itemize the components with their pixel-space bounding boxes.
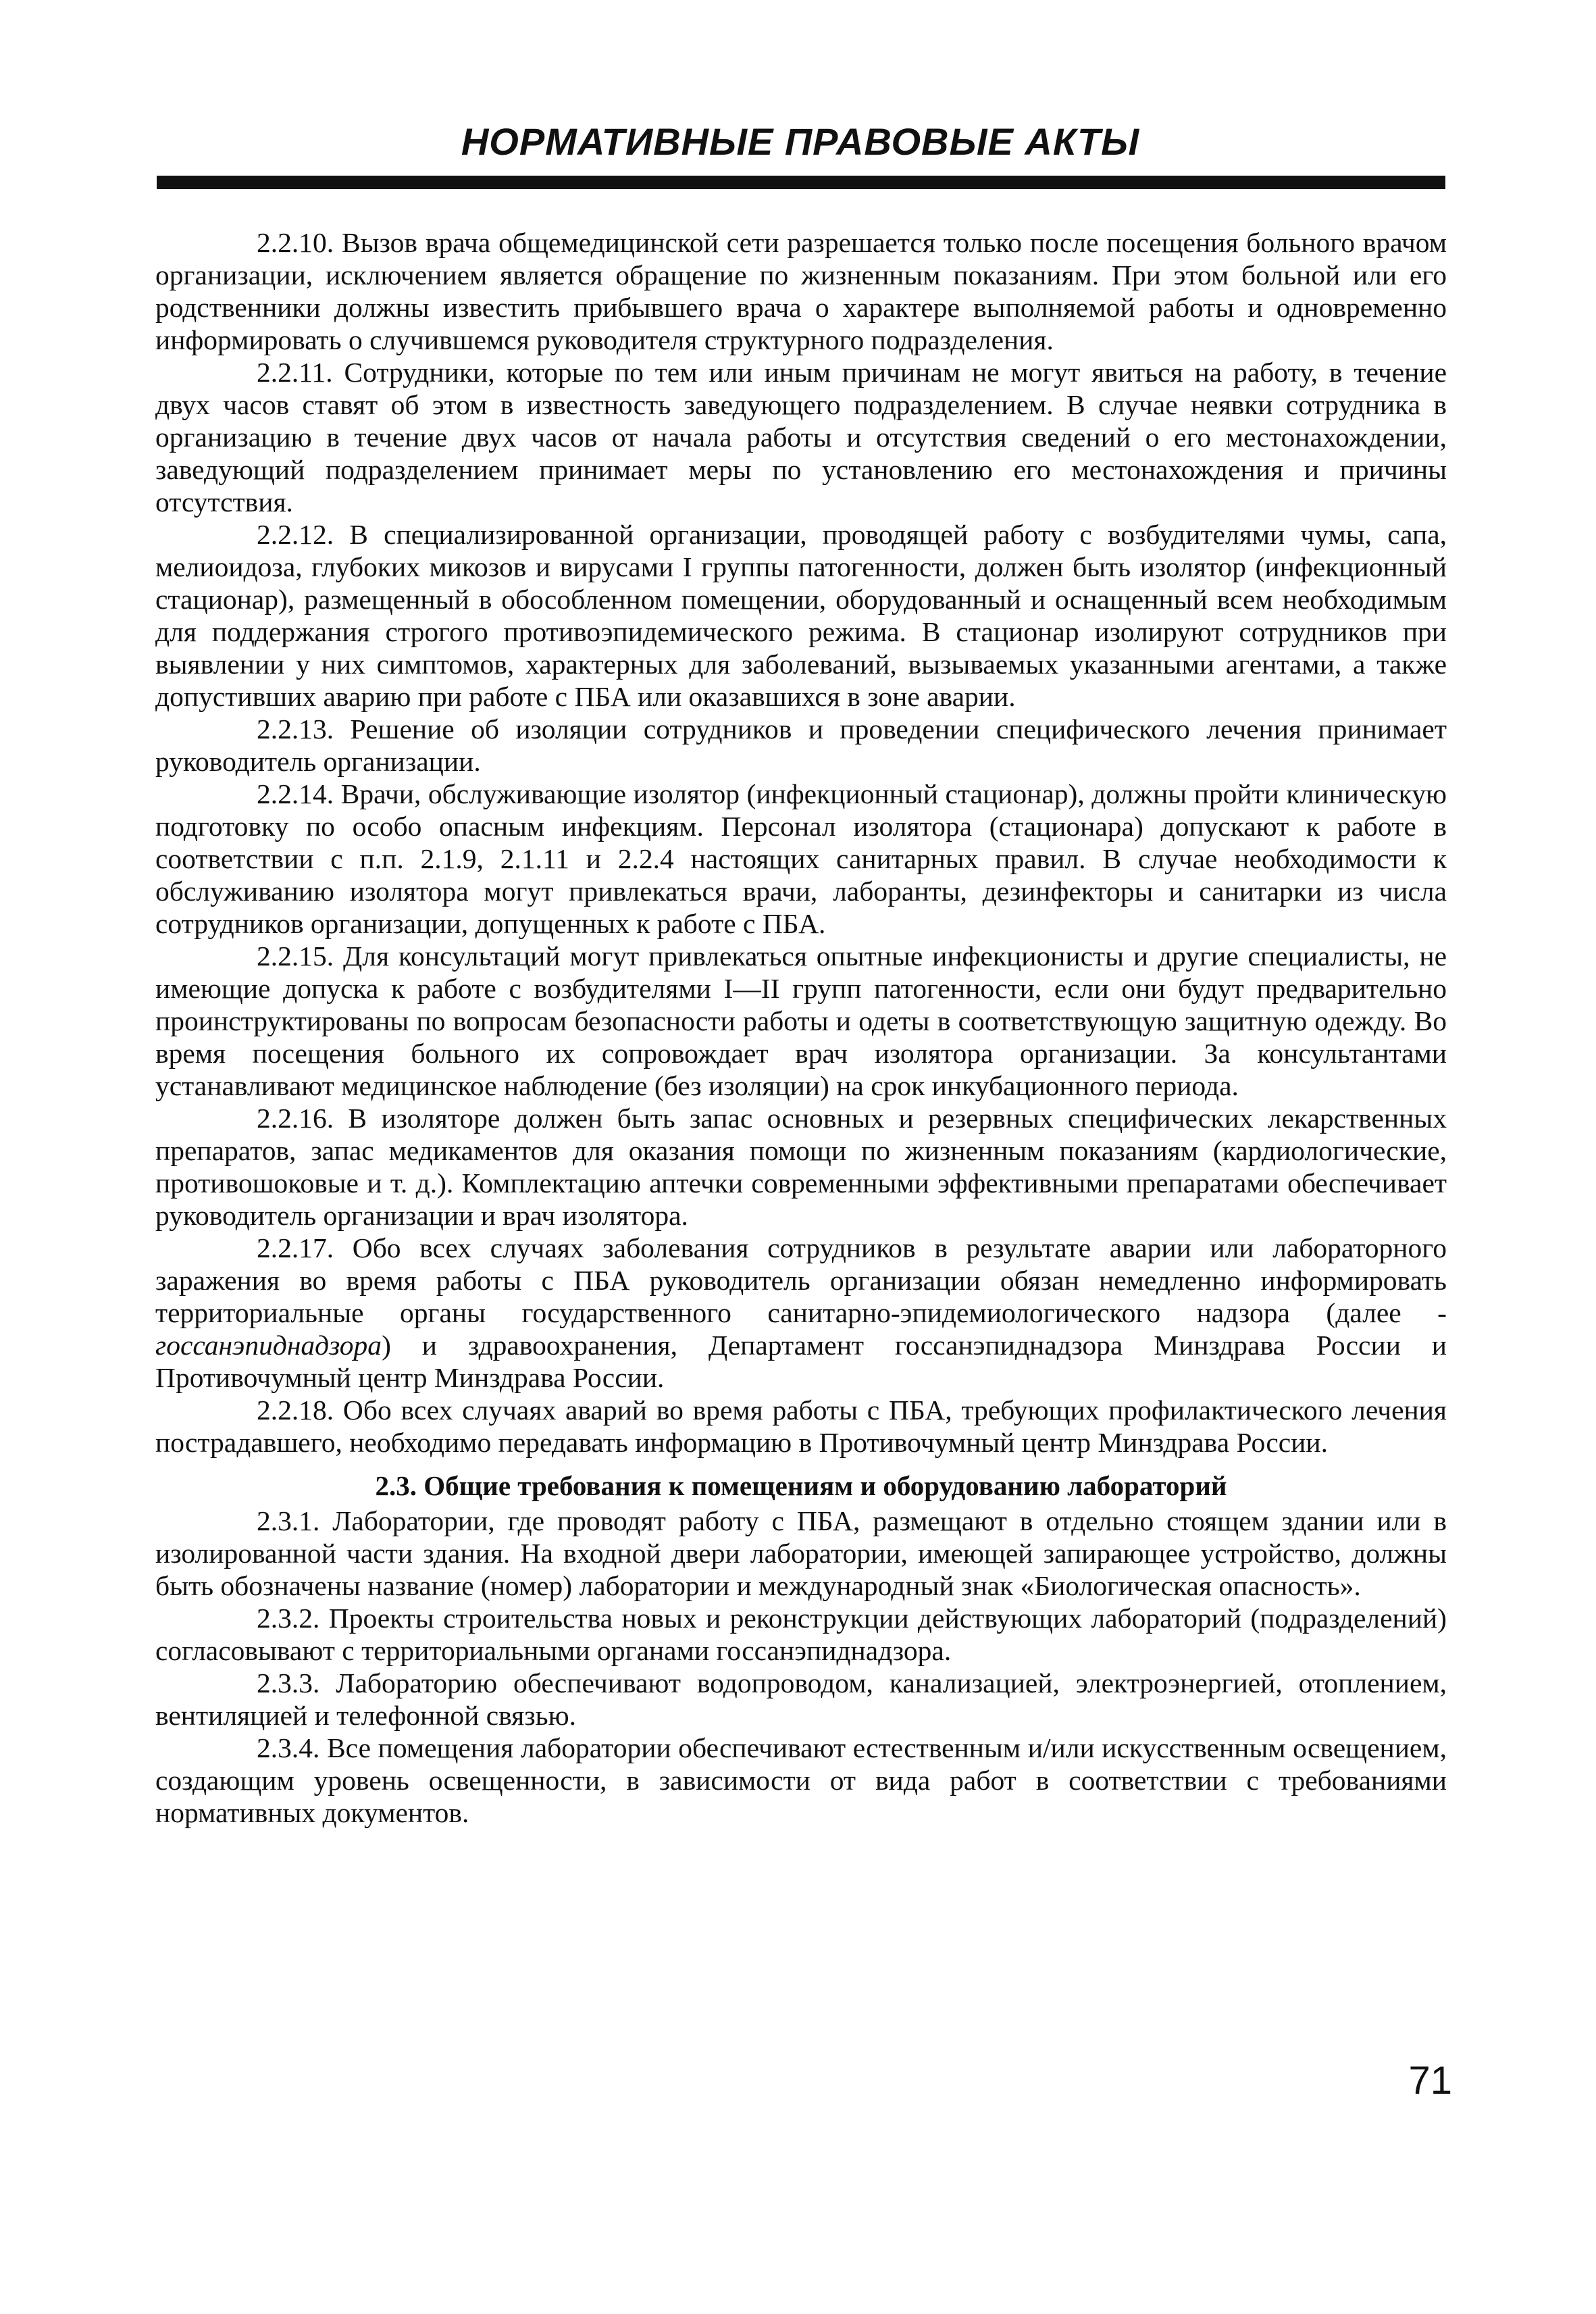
paragraph-2-2-15: 2.2.15. Для консультаций могут привлекаться опытные инфекционисты и другие специалисты, не имеющие допуска к работе с возбудителями I—II групп патогенности, если они будут предварительно проинструктированы по вопросам безопасности работы и одеты в соответствующую защитную одежду. Во время посещения больного их сопровождает врач изолятора организации. За консультантами устанавливают медицинское наблюдение (без изоляции) на срок инкубационного периода. <box>155 940 1447 1101</box>
header-rule <box>157 176 1445 189</box>
paragraph-2-2-17-text-b: ) и здравоохранения, Департамент госсанэпиднадзора Минздрава России и Противочумный центр Минздрава России. <box>155 1330 1447 1393</box>
paragraph-2-2-11: 2.2.11. Сотрудники, которые по тем или иным причинам не могут явиться на работу, в течение двух часов ставят об этом в известность заведующего подразделением. В случае неявки сотрудника в организацию в течение двух часов от начала работы и отсутствия сведений о его местонахождении, заведующий подразделением принимает меры по установлению его местонахождения и причины отсутствия. <box>155 357 1447 518</box>
paragraph-2-2-13: 2.2.13. Решение об изоляции сотрудников и проведении специфического лечения принимает руководитель организации. <box>155 713 1447 777</box>
running-header: НОРМАТИВНЫЕ ПРАВОВЫЕ АКТЫ <box>461 120 1140 163</box>
paragraph-2-2-16: 2.2.16. В изоляторе должен быть запас основных и резервных специфических лекарственных препаратов, запас медикаментов для оказания помощи по жизненным показаниям (кардиологические, противошоковые и т. д.). Комплектацию аптечки современными эффективными препаратами обеспечивает руководитель организации и врач изолятора. <box>155 1103 1447 1231</box>
paragraph-2-3-1: 2.3.1. Лаборатории, где проводят работу с ПБА, размещают в отдельно стоящем здании или в изолированной части здания. На входной двери лаборатории, имеющей запирающее устройство, должны быть обозначены название (номер) лаборатории и международный знак «Биологическая опасность». <box>155 1505 1447 1601</box>
section-heading-2-3: 2.3. Общие требования к помещениям и оборудованию лабораторий <box>375 1470 1227 1501</box>
document-body <box>155 226 1447 1829</box>
paragraph-2-2-12: 2.2.12. В специализированной организации, проводящей работу с возбудителями чумы, сапа, мелиоидоза, глубоких микозов и вирусами I группы патогенности, должен быть изолятор (инфекционный стационар), размещенный в обособленном помещении, оборудованный и оснащенный всем необходимым для поддержания строгого противоэпидемического режима. В стационар изолируют сотрудников при выявлении у них симптомов, характерных для заболеваний, вызываемых указанными агентами, а также допустивших аварию при работе с ПБА или оказавшихся в зоне аварии. <box>155 519 1447 712</box>
paragraph-2-3-2: 2.3.2. Проекты строительства новых и реконструкции действующих лабораторий (подразделений) согласовывают с территориальными органами госсанэпиднадзора. <box>155 1603 1447 1666</box>
page-number: 71 <box>1408 2059 1452 2103</box>
paragraph-2-2-14: 2.2.14. Врачи, обслуживающие изолятор (инфекционный стационар), должны пройти клиническую подготовку по особо опасным инфекциям. Персонал изолятора (стационара) допускают к работе в соответствии с п.п. 2.1.9, 2.1.11 и 2.2.4 настоящих санитарных правил. В случае необходимости к обслуживанию изолятора могут привлекаться врачи, лаборанты, дезинфекторы и санитарки из числа сотрудников организации, допущенных к работе с ПБА. <box>155 778 1447 939</box>
paragraph-2-2-17-text-a: 2.2.17. Обо всех случаях заболевания сотрудников в результате аварии или лабораторного заражения во время работы с ПБА руководитель организации обязан немедленно информировать территориальные органы государственного санитарно-эпидемиологического надзора (далее - <box>155 1232 1447 1328</box>
paragraph-2-2-17 <box>155 1232 1447 1394</box>
paragraph-2-3-4: 2.3.4. Все помещения лаборатории обеспечивают естественным и/или искусственным освещением, создающим уровень освещенности, в зависимости от вида работ в соответствии с требованиями нормативных документов. <box>155 1732 1447 1828</box>
paragraph-2-2-17-emphasis: госсанэпиднадзора <box>155 1330 382 1361</box>
paragraph-2-3-3: 2.3.3. Лабораторию обеспечивают водопроводом, канализацией, электроэнергией, отоплением, вентиляцией и телефонной связью. <box>155 1667 1447 1731</box>
paragraph-2-2-10: 2.2.10. Вызов врача общемедицинской сети разрешается только после посещения больного врачом организации, исключением является обращение по жизненным показаниям. При этом больной или его родственники должны известить прибывшего врача о характере выполняемой работы и одновременно информировать о случившемся руководителя структурного подразделения. <box>155 227 1447 355</box>
paragraph-2-2-18: 2.2.18. Обо всех случаях аварий во время работы с ПБА, требующих профилактического лечения пострадавшего, необходимо передавать информацию в Противочумный центр Минздрава России. <box>155 1394 1447 1458</box>
